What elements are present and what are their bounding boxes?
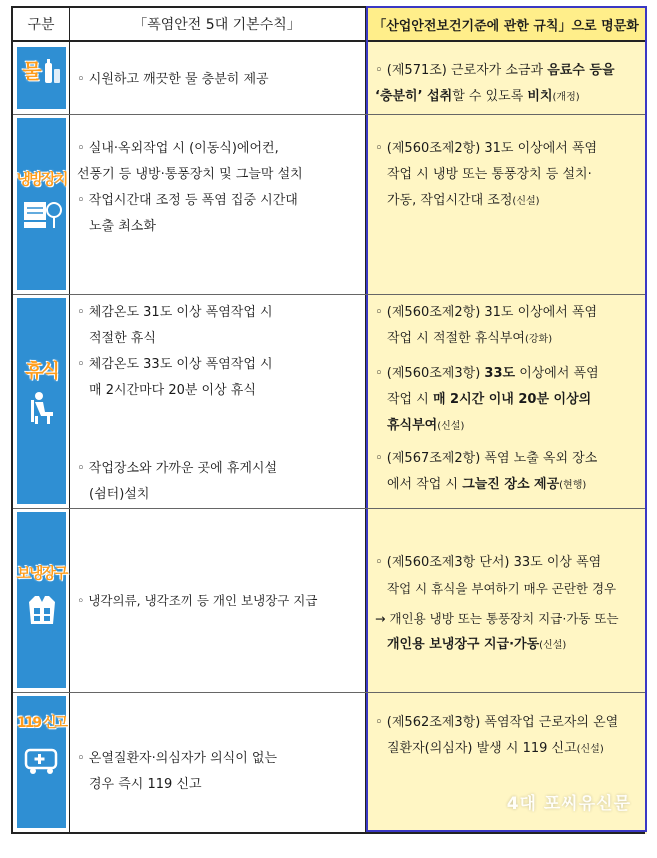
category-emergency-call — [17, 696, 66, 828]
safety-rules-table — [11, 6, 647, 834]
category-cooling-gear — [17, 512, 66, 688]
cooling-vest-icon — [27, 594, 57, 626]
header-regulation: 「산업안전보건기준에 관한 규칙」으로 명문화 — [365, 6, 647, 42]
category-rest — [17, 298, 66, 504]
ambulance-icon — [24, 746, 60, 776]
category-label: 물 — [22, 59, 40, 83]
watermark: 4대 포씨유신문 — [506, 794, 631, 814]
category-label: 보냉장구 — [16, 564, 67, 582]
rule-gear-regulation: ◦ (제560조제3항 단서) 33도 이상 폭염 작업 시 휴식을 부여하기 매우 곤란한 경우 → 개인용 냉방 또는 통풍장치 지급·가동 또는 개인용 보냉장구 지급·가동(신설) — [375, 555, 619, 652]
category-label: 휴식 — [25, 360, 58, 382]
header-category: 구분 — [13, 6, 69, 42]
rule-water-regulation: ◦ (제571조) 근로자가 소금과 음료수 등을 ‘충분히’ 섭취할 수 있도록 비치(개정) — [375, 63, 615, 104]
rule-cooling-regulation: ◦ (제560조제2항) 31도 이상에서 폭염 작업 시 냉방 또는 통풍장치 등 설치· 가동, 작업시간대 조정(신설) — [375, 141, 598, 208]
category-cooling-device — [17, 118, 66, 290]
column-divider — [69, 6, 70, 834]
rule-gear-basic: ◦ 냉각의류, 냉각조끼 등 개인 보냉장구 지급 — [77, 593, 318, 608]
resting-person-icon — [27, 390, 57, 426]
water-bottle-icon — [43, 57, 61, 85]
category-label: 119 신고 — [16, 715, 67, 731]
rule-emergency-basic: ◦ 온열질환자·의심자가 의식이 없는 경우 즉시 119 신고 — [77, 751, 278, 792]
rule-rest-shelter: ◦ 작업장소와 가까운 곳에 휴게시설 (쉼터)설치 — [77, 461, 278, 502]
header-basic-rules: 「폭염안전 5대 기본수칙」 — [69, 6, 365, 42]
rule-rest-regulation: ◦ (제560조제2항) 31도 이상에서 폭염 작업 시 적절한 휴식부여(강화) ◦ (제560조제3항) 33도 이상에서 폭염 작업 시 매 2시간 이내 20분 이상의 휴식부여(신설) ◦ (제567조제2항) 폭염 노출 옥외 장소 에서 작업 시 그늘진 장소 제공(현행) — [375, 305, 599, 492]
category-label: 냉방장치 — [16, 170, 67, 188]
row-divider — [13, 508, 645, 509]
air-conditioner-icon — [22, 200, 62, 230]
row-divider — [13, 692, 645, 693]
rule-emergency-regulation: ◦ (제562조제3항) 폭염작업 근로자의 온열 질환자(의심자) 발생 시 119 신고(신설) — [375, 715, 619, 756]
row-divider — [13, 294, 645, 295]
row-divider — [13, 114, 645, 115]
rule-rest-basic: ◦ 체감온도 31도 이상 폭염작업 시 적절한 휴식 ◦ 체감온도 33도 이상 폭염작업 시 매 2시간마다 20분 이상 휴식 — [77, 305, 273, 398]
rule-cooling-basic: ◦ 실내·옥외작업 시 (이동식)에어컨, 선풍기 등 냉방·통풍장치 및 그늘막 설치 ◦ 작업시간대 조정 등 폭염 집중 시간대 노출 최소화 — [77, 141, 303, 234]
category-water — [17, 47, 66, 109]
table-bottom-border — [13, 832, 645, 834]
rule-water-basic: ◦ 시원하고 깨끗한 물 충분히 제공 — [77, 72, 269, 87]
